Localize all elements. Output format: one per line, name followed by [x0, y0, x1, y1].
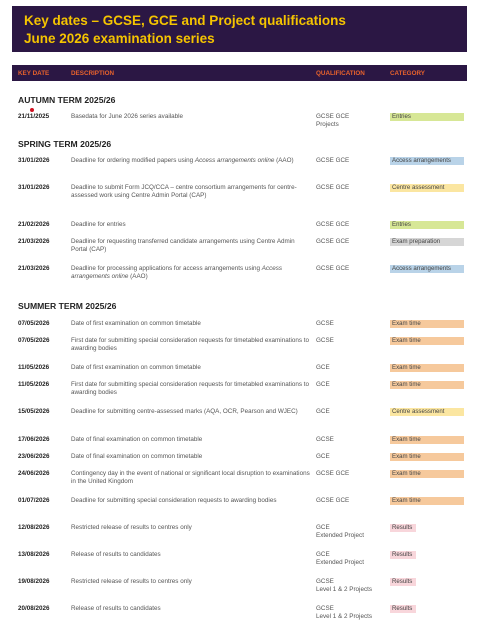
header-qualification: QUALIFICATION [316, 70, 365, 77]
key-date: 11/05/2026 [18, 381, 50, 388]
description: Deadline for requesting transferred candidate arrangements using Centre Admin Portal (CAP) [71, 238, 295, 254]
category-badge: Results [390, 524, 416, 532]
header-key-date: KEY DATE [18, 70, 50, 77]
qualification: GCSE GCE [316, 238, 350, 245]
category-badge: Entries [390, 113, 464, 121]
header-category: CATEGORY [390, 70, 425, 77]
category-badge: Results [390, 551, 416, 559]
qualification: GCE Extended Project [316, 524, 364, 540]
category-badge: Exam time [390, 337, 464, 345]
qualification: GCSE GCE [316, 184, 350, 191]
key-date: 01/07/2026 [18, 497, 50, 504]
category-badge: Exam time [390, 497, 464, 505]
qualification: GCSE [316, 337, 334, 344]
key-date: 19/08/2026 [18, 578, 50, 585]
category-badge: Results [390, 578, 416, 586]
description: Restricted release of results to centres only [71, 524, 192, 531]
description: Release of results to candidates [71, 605, 161, 612]
category-badge: Entries [390, 221, 464, 229]
qualification: GCSE GCE [316, 221, 350, 228]
category-badge: Exam time [390, 320, 464, 328]
qualification: GCE [316, 408, 330, 415]
qualification: GCSE [316, 320, 334, 327]
section-heading-autumn: AUTUMN TERM 2025/26 [18, 95, 116, 105]
key-date: 17/06/2026 [18, 436, 50, 443]
description: Deadline for processing applications for access arrangements using Access arrangements online (AAO) [71, 265, 283, 281]
category-badge: Exam time [390, 453, 464, 461]
description: First date for submitting special consideration requests for timetabled examinations to awarding bodies [71, 337, 309, 353]
description: Restricted release of results to centres only [71, 578, 192, 585]
key-date: 20/08/2026 [18, 605, 50, 612]
qualification: GCSE GCE [316, 497, 350, 504]
description: Contingency day in the event of national or significant local disruption to examinations in the United Kingdom [71, 470, 310, 486]
qualification: GCE [316, 381, 330, 388]
qualification: GCE [316, 364, 330, 371]
description: Deadline for entries [71, 221, 126, 228]
description: Date of first examination on common timetable [71, 320, 201, 327]
category-badge: Exam preparation [390, 238, 464, 246]
document-subtitle: June 2026 examination series [24, 31, 215, 46]
key-date: 31/01/2026 [18, 157, 50, 164]
qualification: GCSE [316, 436, 334, 443]
category-badge: Exam time [390, 436, 464, 444]
key-date: 21/11/2025 [18, 113, 50, 120]
description: Deadline to submit Form JCQ/CCA – centre consortium arrangements for centre-assessed work using Centre Admin Portal (CAP) [71, 184, 297, 200]
key-date: 07/05/2026 [18, 337, 50, 344]
description: Deadline for ordering modified papers using Access arrangements online (AAO) [71, 157, 294, 164]
qualification: GCSE Level 1 & 2 Projects [316, 578, 373, 594]
key-date: 21/02/2026 [18, 221, 50, 228]
qualification: GCSE GCE [316, 157, 350, 164]
category-badge: Access arrangements [390, 265, 464, 273]
table-header [12, 65, 467, 81]
key-date: 13/08/2026 [18, 551, 50, 558]
category-badge: Results [390, 605, 416, 613]
qualification: GCE Extended Project [316, 551, 364, 567]
description: Date of first examination on common timetable [71, 364, 201, 371]
description: Date of final examination on common timetable [71, 436, 203, 443]
qualification: GCSE GCE [316, 265, 350, 272]
key-date: 21/03/2026 [18, 265, 50, 272]
category-badge: Centre assessment [390, 408, 464, 416]
red-marker-dot [30, 108, 34, 112]
key-date: 24/06/2026 [18, 470, 50, 477]
qualification: GCE [316, 453, 330, 460]
header-description: DESCRIPTION [71, 70, 115, 77]
key-date: 11/05/2026 [18, 364, 50, 371]
key-date: 21/03/2026 [18, 238, 50, 245]
description: Deadline for submitting centre-assessed marks (AQA, OCR, Pearson and WJEC) [71, 408, 298, 415]
key-date: 23/06/2026 [18, 453, 50, 460]
description: Deadline for submitting special consideration requests to awarding bodies [71, 497, 277, 504]
key-date: 15/05/2026 [18, 408, 50, 415]
title-banner [12, 6, 467, 52]
category-badge: Exam time [390, 470, 464, 478]
category-badge: Exam time [390, 364, 464, 372]
document-title: Key dates – GCSE, GCE and Project qualifications [24, 13, 346, 28]
qualification: GCSE GCE [316, 470, 350, 477]
description: First date for submitting special consideration requests for timetabled examinations to awarding bodies [71, 381, 309, 397]
category-badge: Centre assessment [390, 184, 464, 192]
description: Date of final examination on common timetable [71, 453, 203, 460]
description: Release of results to candidates [71, 551, 161, 558]
qualification: GCSE Level 1 & 2 Projects [316, 605, 373, 621]
section-heading-summer: SUMMER TERM 2025/26 [18, 301, 117, 311]
qualification: GCSE GCE Projects [316, 113, 350, 129]
description: Basedata for June 2026 series available [71, 113, 184, 120]
section-heading-spring: SPRING TERM 2025/26 [18, 139, 112, 149]
key-date: 12/08/2026 [18, 524, 50, 531]
category-badge: Exam time [390, 381, 464, 389]
key-date: 31/01/2026 [18, 184, 50, 191]
category-badge: Access arrangements [390, 157, 464, 165]
key-date: 07/05/2026 [18, 320, 50, 327]
